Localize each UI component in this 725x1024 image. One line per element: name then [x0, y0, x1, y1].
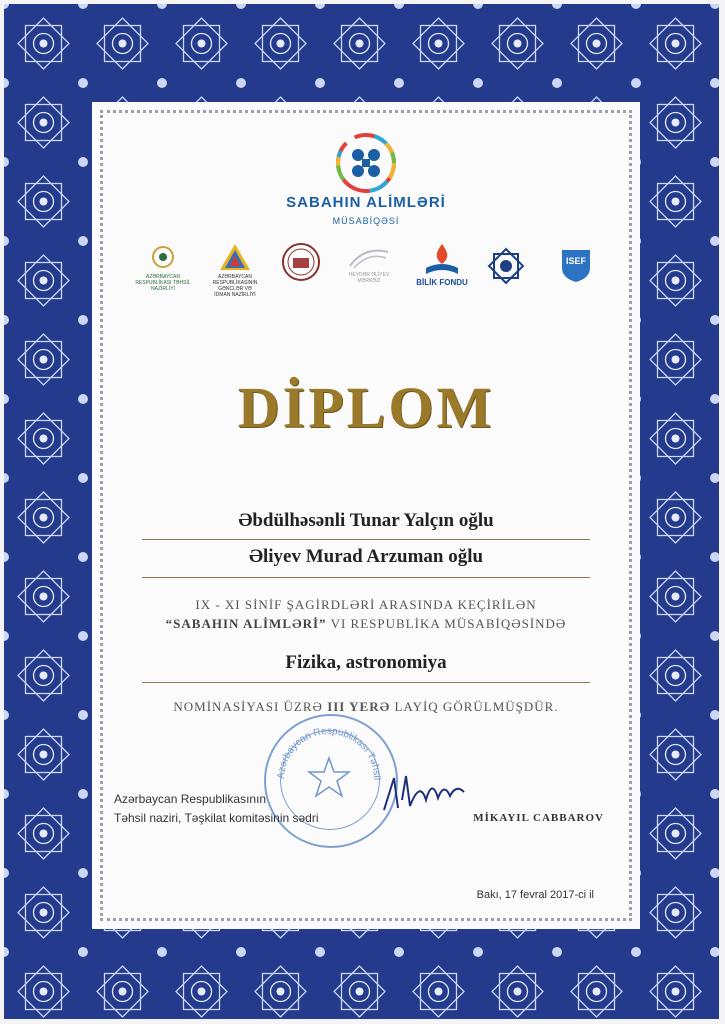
subject-name: Fizika, astronomiya	[285, 652, 447, 673]
nomination-place: III YERƏ	[327, 699, 391, 714]
star-seal-icon	[486, 246, 526, 286]
certificate-body	[92, 102, 640, 929]
nomination-line	[92, 699, 640, 715]
divider-line	[142, 577, 590, 578]
partner-ministry-education: AZƏRBAYCAN RESPUBLİKASI TƏHSİL NAZİRLİYİ	[132, 242, 194, 292]
partner-star-seal	[484, 246, 528, 288]
academy-building-seal-icon	[281, 242, 321, 282]
youth-sport-ministry-icon	[218, 242, 252, 272]
brand-name: SABAHIN ALİMLƏRİ	[286, 194, 446, 211]
divider-line	[142, 682, 590, 683]
divider-line	[142, 539, 590, 540]
partner-isef	[558, 246, 594, 286]
nomination-suffix: LAYİQ GÖRÜLMÜŞDÜR.	[390, 699, 559, 714]
heydar-aliyev-center-icon	[346, 244, 392, 270]
signer-name: MİKAYIL CABBAROV	[473, 812, 604, 824]
issue-date: Bakı, 17 fevral 2017-ci il	[476, 889, 594, 901]
brand-subtitle: MÜSABİQƏSİ	[332, 216, 400, 226]
contest-name: “SABAHIN ALİMLƏRİ”	[165, 616, 327, 631]
contest-line-1: IX - XI SİNİF ŞAGİRDLƏRİ ARASINDA KEÇİRİLƏN	[195, 597, 537, 612]
sabahin-alimleri-logo-icon	[330, 127, 402, 199]
svg-text:Azərbaycan Respublikası Təhsil: Azərbaycan Respublikası Təhsil	[275, 725, 383, 781]
official-stamp	[264, 714, 398, 848]
recipient-name-2: Əliyev Murad Arzuman oğlu	[248, 546, 484, 567]
contest-line-2	[92, 616, 640, 632]
partner-bilik-fondu: BİLİK FONDU	[414, 242, 470, 287]
handwritten-signature	[380, 770, 470, 820]
isef-shield-icon	[559, 246, 593, 284]
signatory-title-line-2: Təhsil naziri, Təşkilat komitəsinin sədri	[114, 811, 319, 825]
recipient-name-1: Əbdülhəsənli Tunar Yalçın oğlu	[238, 510, 494, 531]
ornamental-border	[4, 4, 719, 1019]
partner-logos	[132, 242, 612, 312]
contest-description: VI RESPUBLİKA MÜSABİQƏSİNDƏ	[326, 616, 567, 631]
svg-text:ISEF: ISEF	[565, 256, 587, 266]
bilik-fondu-icon	[422, 242, 462, 276]
partner-academy-seal	[278, 242, 324, 284]
diploma-title: DİPLOM	[237, 375, 495, 440]
ministry-education-emblem-icon	[148, 242, 178, 272]
partner-youth-sport-ministry: AZƏRBAYCAN RESPUBLİKASININ GƏNCLƏR VƏ İDMAN NAZİRLİYİ	[210, 242, 260, 298]
nomination-prefix: NOMİNASİYASI ÜZRƏ	[173, 699, 328, 714]
signatory-title-line-1: Azərbaycan Respublikasının	[114, 792, 267, 806]
partner-heydar-aliyev-center: HEYDƏR ƏLİYEV MƏRKƏZİ	[342, 244, 396, 284]
